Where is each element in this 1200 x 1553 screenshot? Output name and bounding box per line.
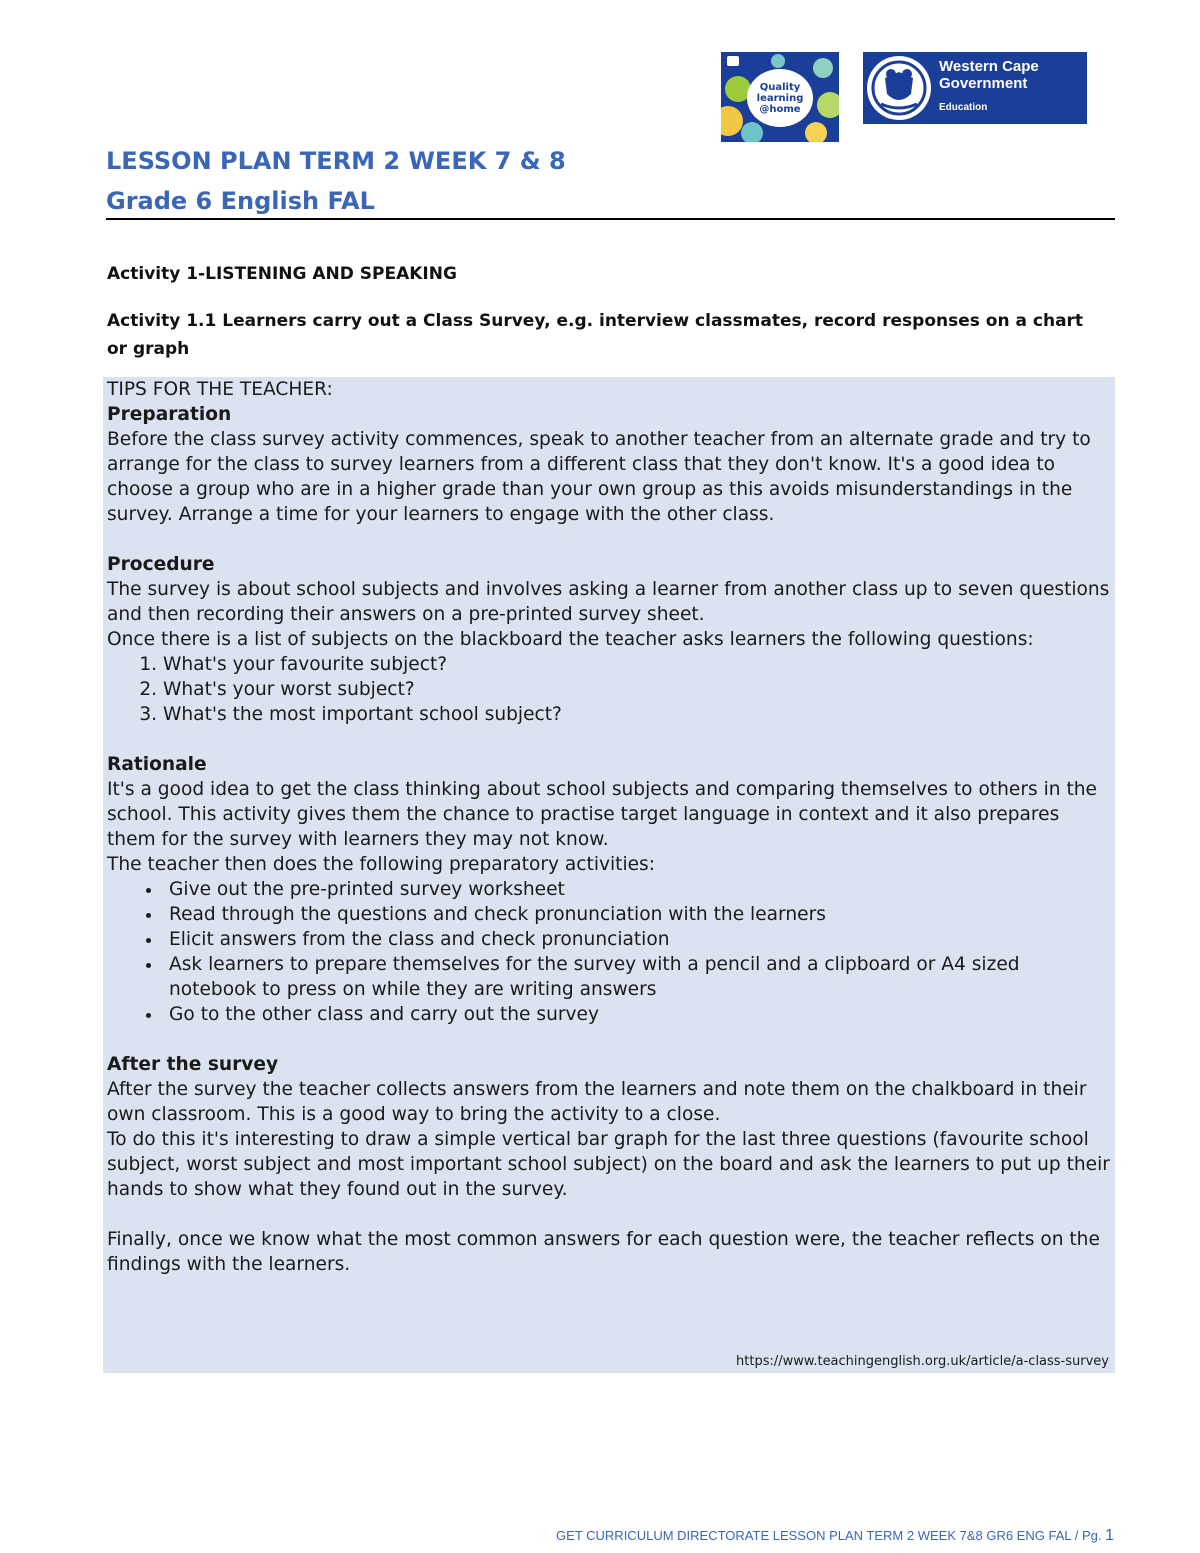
preparatory-activities-list	[107, 877, 1111, 1027]
logo-line-2: learning	[756, 92, 804, 104]
wcg-title: Western Cape Government	[939, 58, 1039, 92]
source-link[interactable]: https://www.teachingenglish.org.uk/article/a-class-survey	[736, 1354, 1109, 1369]
list-item: 3. What's the most important school subject?	[163, 702, 1111, 727]
activity-subheading: Activity 1.1 Learners carry out a Class Survey, e.g. interview classmates, record responses on a chart or graph	[107, 311, 1084, 359]
title-divider	[106, 218, 1115, 220]
list-item: • Elicit answers from the class and check pronunciation	[163, 927, 1111, 952]
page-number: 1	[1105, 1527, 1114, 1544]
list-item: 2. What's your worst subject?	[163, 677, 1111, 702]
coat-of-arms-icon	[867, 56, 931, 120]
procedure-text: Once there is a list of subjects on the blackboard the teacher asks learners the following questions:	[107, 629, 1034, 650]
teacher-tips-box	[103, 377, 1115, 1373]
quality-learning-circle	[747, 69, 813, 127]
list-item: 1. What's your favourite subject?	[163, 652, 1111, 677]
activity-heading: Activity 1-LISTENING AND SPEAKING	[107, 264, 457, 284]
footer-text: GET CURRICULUM DIRECTORATE LESSON PLAN TERM 2 WEEK 7&8 GR6 ENG FAL / Pg.	[556, 1528, 1102, 1543]
list-item: • Ask learners to prepare themselves for the survey with a pencil and a clipboard or A4 sized notebook to press on while they are writing answers	[163, 952, 1111, 1002]
partner-badge-icon	[727, 56, 739, 66]
western-cape-government-logo	[863, 52, 1087, 124]
after-survey-heading: After the survey	[107, 1054, 279, 1075]
logo-line-3: @home	[759, 103, 801, 115]
header-logos	[721, 52, 1087, 142]
logo-line-1: Quality	[759, 81, 801, 93]
rationale-text: It's a good idea to get the class thinking about school subjects and comparing themselves to others in the school. This activity gives them the chance to practise target language in context and it also prepares them for the survey with learners they may not know.	[107, 779, 1097, 850]
quality-learning-at-home-logo	[721, 52, 839, 142]
rationale-text: The teacher then does the following preparatory activities:	[107, 854, 655, 875]
rationale-heading: Rationale	[107, 754, 207, 775]
after-survey-text: Finally, once we know what the most common answers for each question were, the teacher reflects on the findings with the learners.	[107, 1229, 1100, 1275]
procedure-text: The survey is about school subjects and involves asking a learner from another class up to seven questions and then recording their answers on a pre-printed survey sheet.	[107, 579, 1110, 625]
page-subtitle: Grade 6 English FAL	[106, 187, 375, 215]
after-survey-text: After the survey the teacher collects answers from the learners and note them on the chalkboard in their own classroom. This is a good way to bring the activity to a close.	[107, 1079, 1087, 1125]
list-item: • Give out the pre-printed survey worksheet	[163, 877, 1111, 902]
page-footer	[556, 1527, 1114, 1545]
preparation-heading: Preparation	[107, 404, 232, 425]
list-item: • Read through the questions and check pronunciation with the learners	[163, 902, 1111, 927]
list-item: • Go to the other class and carry out the survey	[163, 1002, 1111, 1027]
wcg-department: Education	[939, 102, 988, 113]
preparation-text: Before the class survey activity commences, speak to another teacher from an alternate grade and try to arrange for the class to survey learners from a different class that they don't know. It's a good idea to choose a group who are in a higher grade than your own group as this avoids misunderstandings in the survey. Arrange a time for your learners to engage with the other class.	[107, 429, 1091, 525]
page-title: LESSON PLAN TERM 2 WEEK 7 & 8	[106, 147, 566, 175]
after-survey-text: To do this it's interesting to draw a simple vertical bar graph for the last three questions (favourite school subject, worst subject and most important school subject) on the board and ask the learners to put up their hands to show what they found out in the survey.	[107, 1129, 1110, 1200]
survey-questions-list	[107, 652, 1111, 727]
tips-title: TIPS FOR THE TEACHER:	[107, 379, 333, 400]
procedure-heading: Procedure	[107, 554, 215, 575]
